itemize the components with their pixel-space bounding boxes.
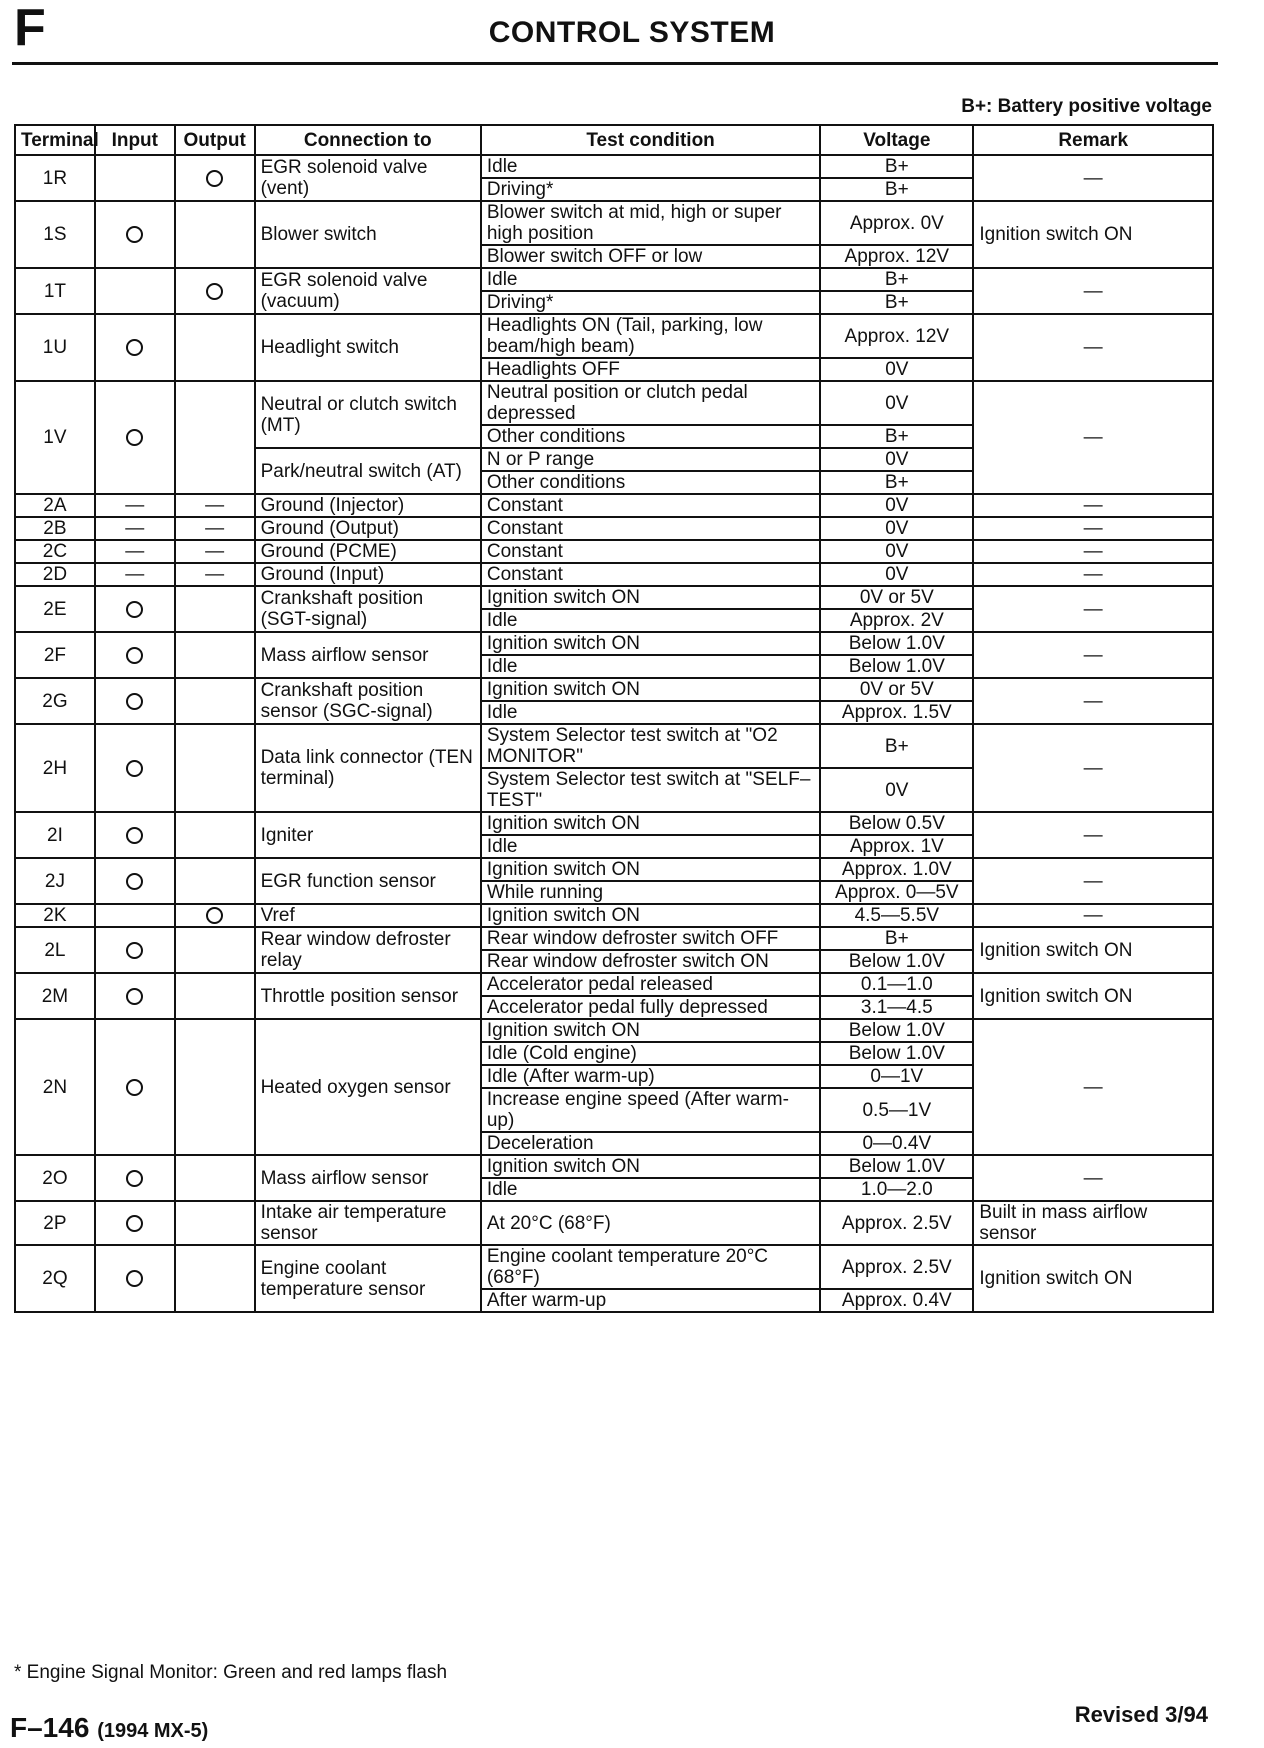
- terminal-cell: 1T: [15, 268, 95, 314]
- test-condition-cell: Idle: [481, 835, 820, 858]
- voltage-cell: B+: [820, 471, 973, 494]
- terminal-cell: 2J: [15, 858, 95, 904]
- voltage-cell: B+: [820, 291, 973, 314]
- test-condition-cell: Idle: [481, 268, 820, 291]
- terminal-cell: 2P: [15, 1201, 95, 1245]
- test-condition-cell: Constant: [481, 540, 820, 563]
- connection-cell: Mass airflow sensor: [255, 632, 481, 678]
- remark-cell: —: [973, 678, 1213, 724]
- output-cell: [175, 724, 255, 812]
- output-cell: [175, 268, 255, 314]
- test-condition-cell: Constant: [481, 563, 820, 586]
- voltage-cell: 0V: [820, 381, 973, 425]
- terminal-cell: 2Q: [15, 1245, 95, 1312]
- input-cell: [95, 1245, 175, 1312]
- circle-mark-icon: [126, 429, 143, 446]
- circle-mark-icon: [126, 988, 143, 1005]
- remark-cell: —: [973, 724, 1213, 812]
- voltage-cell: Approx. 1.0V: [820, 858, 973, 881]
- connection-cell: EGR function sensor: [255, 858, 481, 904]
- section-letter: F: [14, 0, 46, 57]
- battery-voltage-note: B+: Battery positive voltage: [961, 96, 1212, 117]
- input-cell: [95, 632, 175, 678]
- voltage-cell: 0V or 5V: [820, 678, 973, 701]
- remark-cell: —: [973, 381, 1213, 494]
- table-row: [15, 494, 1213, 517]
- input-cell: —: [95, 494, 175, 517]
- terminal-cell: 1R: [15, 155, 95, 201]
- test-condition-cell: Blower switch OFF or low: [481, 245, 820, 268]
- connection-cell: Mass airflow sensor: [255, 1155, 481, 1201]
- output-cell: —: [175, 563, 255, 586]
- table-row: [15, 201, 1213, 245]
- input-cell: [95, 1201, 175, 1245]
- output-cell: —: [175, 540, 255, 563]
- test-condition-cell: Headlights OFF: [481, 358, 820, 381]
- remark-cell: Built in mass airflow sensor: [973, 1201, 1213, 1245]
- remark-cell: Ignition switch ON: [973, 1245, 1213, 1312]
- circle-mark-icon: [206, 907, 223, 924]
- connection-cell: Ground (Input): [255, 563, 481, 586]
- remark-cell: —: [973, 155, 1213, 201]
- test-condition-cell: Constant: [481, 494, 820, 517]
- test-condition-cell: Idle: [481, 701, 820, 724]
- table-row: [15, 517, 1213, 540]
- voltage-cell: Approx. 0.4V: [820, 1289, 973, 1312]
- header-remark: Remark: [973, 125, 1213, 155]
- table-row: [15, 812, 1213, 835]
- voltage-cell: 0.5—1V: [820, 1088, 973, 1132]
- test-condition-cell: At 20°C (68°F): [481, 1201, 820, 1245]
- voltage-cell: B+: [820, 927, 973, 950]
- test-condition-cell: Ignition switch ON: [481, 904, 820, 927]
- remark-cell: —: [973, 268, 1213, 314]
- test-condition-cell: Ignition switch ON: [481, 812, 820, 835]
- connection-cell: Park/neutral switch (AT): [255, 448, 481, 494]
- output-cell: —: [175, 517, 255, 540]
- test-condition-cell: Ignition switch ON: [481, 586, 820, 609]
- circle-mark-icon: [126, 1270, 143, 1287]
- output-cell: —: [175, 494, 255, 517]
- page-number: [10, 1712, 208, 1744]
- test-condition-cell: Rear window defroster switch ON: [481, 950, 820, 973]
- connection-cell: EGR solenoid valve (vent): [255, 155, 481, 201]
- voltage-cell: 0V: [820, 563, 973, 586]
- terminal-cell: 2H: [15, 724, 95, 812]
- voltage-cell: Below 1.0V: [820, 1155, 973, 1178]
- remark-cell: —: [973, 586, 1213, 632]
- terminal-cell: 2I: [15, 812, 95, 858]
- table-row: [15, 858, 1213, 881]
- voltage-cell: Below 1.0V: [820, 1042, 973, 1065]
- voltage-cell: 4.5—5.5V: [820, 904, 973, 927]
- connection-cell: Neutral or clutch switch (MT): [255, 381, 481, 448]
- input-cell: [95, 858, 175, 904]
- voltage-cell: 0—1V: [820, 1065, 973, 1088]
- test-condition-cell: Engine coolant temperature 20°C (68°F): [481, 1245, 820, 1289]
- input-cell: [95, 1155, 175, 1201]
- voltage-cell: 1.0—2.0: [820, 1178, 973, 1201]
- voltage-cell: 0V: [820, 448, 973, 471]
- terminal-cell: 2E: [15, 586, 95, 632]
- output-cell: [175, 1201, 255, 1245]
- table-row: [15, 563, 1213, 586]
- footnote: * Engine Signal Monitor: Green and red lamps flash: [14, 1662, 448, 1683]
- terminal-cell: 2L: [15, 927, 95, 973]
- connection-cell: Igniter: [255, 812, 481, 858]
- output-cell: [175, 314, 255, 381]
- remark-cell: —: [973, 1155, 1213, 1201]
- terminal-cell: 2G: [15, 678, 95, 724]
- test-condition-cell: Constant: [481, 517, 820, 540]
- voltage-cell: Approx. 1.5V: [820, 701, 973, 724]
- table-row: [15, 1019, 1213, 1042]
- test-condition-cell: Neutral position or clutch pedal depressed: [481, 381, 820, 425]
- circle-mark-icon: [126, 226, 143, 243]
- test-condition-cell: Rear window defroster switch OFF: [481, 927, 820, 950]
- test-condition-cell: Idle (Cold engine): [481, 1042, 820, 1065]
- voltage-cell: Approx. 2.5V: [820, 1245, 973, 1289]
- output-cell: [175, 586, 255, 632]
- voltage-cell: Below 0.5V: [820, 812, 973, 835]
- terminal-cell: 2C: [15, 540, 95, 563]
- voltage-cell: Approx. 1V: [820, 835, 973, 858]
- voltage-cell: B+: [820, 724, 973, 768]
- test-condition-cell: Idle: [481, 155, 820, 178]
- table-row: [15, 1201, 1213, 1245]
- circle-mark-icon: [126, 1215, 143, 1232]
- input-cell: —: [95, 517, 175, 540]
- test-condition-cell: Accelerator pedal released: [481, 973, 820, 996]
- voltage-cell: Approx. 0V: [820, 201, 973, 245]
- remark-cell: —: [973, 858, 1213, 904]
- voltage-cell: 0—0.4V: [820, 1132, 973, 1155]
- test-condition-cell: Deceleration: [481, 1132, 820, 1155]
- test-condition-cell: Increase engine speed (After warm-up): [481, 1088, 820, 1132]
- test-condition-cell: System Selector test switch at "SELF–TEST": [481, 768, 820, 812]
- test-condition-cell: System Selector test switch at "O2 MONITOR": [481, 724, 820, 768]
- voltage-cell: 0V: [820, 517, 973, 540]
- circle-mark-icon: [206, 170, 223, 187]
- test-condition-cell: Headlights ON (Tail, parking, low beam/high beam): [481, 314, 820, 358]
- voltage-cell: Approx. 12V: [820, 314, 973, 358]
- header-terminal: Terminal: [15, 125, 95, 155]
- voltage-cell: B+: [820, 155, 973, 178]
- terminal-cell: 2F: [15, 632, 95, 678]
- header-connection: Connection to: [255, 125, 481, 155]
- page-title: CONTROL SYSTEM: [488, 16, 776, 49]
- circle-mark-icon: [126, 601, 143, 618]
- output-cell: [175, 904, 255, 927]
- connection-cell: Throttle position sensor: [255, 973, 481, 1019]
- table-row: [15, 678, 1213, 701]
- voltage-cell: Approx. 2.5V: [820, 1201, 973, 1245]
- voltage-cell: 0V: [820, 494, 973, 517]
- circle-mark-icon: [126, 339, 143, 356]
- remark-cell: —: [973, 1019, 1213, 1155]
- terminal-cell: 2O: [15, 1155, 95, 1201]
- test-condition-cell: After warm-up: [481, 1289, 820, 1312]
- output-cell: [175, 858, 255, 904]
- voltage-cell: Approx. 0—5V: [820, 881, 973, 904]
- voltage-cell: Below 1.0V: [820, 950, 973, 973]
- test-condition-cell: Ignition switch ON: [481, 632, 820, 655]
- input-cell: [95, 724, 175, 812]
- test-condition-cell: Ignition switch ON: [481, 1019, 820, 1042]
- table-row: [15, 381, 1213, 425]
- test-condition-cell: Driving*: [481, 178, 820, 201]
- remark-cell: —: [973, 314, 1213, 381]
- connection-cell: Ground (Injector): [255, 494, 481, 517]
- connection-cell: Crankshaft position sensor (SGC-signal): [255, 678, 481, 724]
- test-condition-cell: Idle: [481, 609, 820, 632]
- input-cell: [95, 586, 175, 632]
- input-cell: [95, 314, 175, 381]
- input-cell: [95, 812, 175, 858]
- voltage-cell: 3.1—4.5: [820, 996, 973, 1019]
- test-condition-cell: Driving*: [481, 291, 820, 314]
- terminal-cell: 2B: [15, 517, 95, 540]
- voltage-cell: Below 1.0V: [820, 1019, 973, 1042]
- circle-mark-icon: [126, 827, 143, 844]
- input-cell: [95, 155, 175, 201]
- input-cell: [95, 973, 175, 1019]
- circle-mark-icon: [126, 1079, 143, 1096]
- table-row: [15, 1245, 1213, 1289]
- terminal-cell: 2D: [15, 563, 95, 586]
- remark-cell: Ignition switch ON: [973, 973, 1213, 1019]
- voltage-cell: 0V: [820, 768, 973, 812]
- voltage-cell: B+: [820, 178, 973, 201]
- circle-mark-icon: [126, 760, 143, 777]
- terminal-voltage-table: [14, 124, 1214, 1313]
- table-header-row: [15, 125, 1213, 155]
- terminal-cell: 1U: [15, 314, 95, 381]
- header-output: Output: [175, 125, 255, 155]
- remark-cell: Ignition switch ON: [973, 927, 1213, 973]
- output-cell: [175, 632, 255, 678]
- table-row: [15, 540, 1213, 563]
- title-divider: [12, 62, 1218, 65]
- test-condition-cell: Idle: [481, 655, 820, 678]
- voltage-cell: 0V: [820, 358, 973, 381]
- circle-mark-icon: [206, 283, 223, 300]
- test-condition-cell: Ignition switch ON: [481, 678, 820, 701]
- circle-mark-icon: [126, 693, 143, 710]
- connection-cell: Crankshaft position (SGT-signal): [255, 586, 481, 632]
- test-condition-cell: N or P range: [481, 448, 820, 471]
- output-cell: [175, 927, 255, 973]
- test-condition-cell: While running: [481, 881, 820, 904]
- output-cell: [175, 1019, 255, 1155]
- header-voltage: Voltage: [820, 125, 973, 155]
- voltage-cell: 0V or 5V: [820, 586, 973, 609]
- test-condition-cell: Idle (After warm-up): [481, 1065, 820, 1088]
- terminal-cell: 2M: [15, 973, 95, 1019]
- input-cell: [95, 904, 175, 927]
- input-cell: —: [95, 540, 175, 563]
- remark-cell: —: [973, 563, 1213, 586]
- connection-cell: Rear window defroster relay: [255, 927, 481, 973]
- input-cell: [95, 201, 175, 268]
- output-cell: [175, 1155, 255, 1201]
- table-row: [15, 586, 1213, 609]
- output-cell: [175, 678, 255, 724]
- vehicle-model: (1994 MX-5): [97, 1720, 209, 1742]
- header-test-condition: Test condition: [481, 125, 820, 155]
- connection-cell: Vref: [255, 904, 481, 927]
- input-cell: [95, 268, 175, 314]
- test-condition-cell: Ignition switch ON: [481, 858, 820, 881]
- input-cell: [95, 678, 175, 724]
- remark-cell: —: [973, 517, 1213, 540]
- table-body: [15, 155, 1213, 1312]
- output-cell: [175, 155, 255, 201]
- test-condition-cell: Other conditions: [481, 425, 820, 448]
- remark-cell: —: [973, 904, 1213, 927]
- test-condition-cell: Other conditions: [481, 471, 820, 494]
- remark-cell: —: [973, 812, 1213, 858]
- output-cell: [175, 812, 255, 858]
- remark-cell: —: [973, 494, 1213, 517]
- terminal-cell: 2A: [15, 494, 95, 517]
- connection-cell: Blower switch: [255, 201, 481, 268]
- connection-cell: EGR solenoid valve (vacuum): [255, 268, 481, 314]
- test-condition-cell: Ignition switch ON: [481, 1155, 820, 1178]
- circle-mark-icon: [126, 942, 143, 959]
- terminal-cell: 1S: [15, 201, 95, 268]
- circle-mark-icon: [126, 1170, 143, 1187]
- table-row: [15, 927, 1213, 950]
- connection-cell: Intake air temperature sensor: [255, 1201, 481, 1245]
- table-row: [15, 268, 1213, 291]
- voltage-cell: B+: [820, 425, 973, 448]
- output-cell: [175, 1245, 255, 1312]
- voltage-cell: B+: [820, 268, 973, 291]
- circle-mark-icon: [126, 647, 143, 664]
- terminal-cell: 2N: [15, 1019, 95, 1155]
- voltage-cell: Below 1.0V: [820, 632, 973, 655]
- remark-cell: Ignition switch ON: [973, 201, 1213, 268]
- test-condition-cell: Idle: [481, 1178, 820, 1201]
- voltage-cell: 0.1—1.0: [820, 973, 973, 996]
- voltage-cell: Approx. 12V: [820, 245, 973, 268]
- table-row: [15, 1155, 1213, 1178]
- header-input: Input: [95, 125, 175, 155]
- table-row: [15, 904, 1213, 927]
- terminal-cell: 2K: [15, 904, 95, 927]
- output-cell: [175, 381, 255, 494]
- terminal-cell: 1V: [15, 381, 95, 494]
- table-row: [15, 314, 1213, 358]
- connection-cell: Headlight switch: [255, 314, 481, 381]
- circle-mark-icon: [126, 873, 143, 890]
- remark-cell: —: [973, 540, 1213, 563]
- connection-cell: Heated oxygen sensor: [255, 1019, 481, 1155]
- table-row: [15, 155, 1213, 178]
- table-row: [15, 632, 1213, 655]
- connection-cell: Data link connector (TEN terminal): [255, 724, 481, 812]
- test-condition-cell: Blower switch at mid, high or super high position: [481, 201, 820, 245]
- page-number-text: F–146: [10, 1712, 90, 1743]
- test-condition-cell: Accelerator pedal fully depressed: [481, 996, 820, 1019]
- voltage-cell: Approx. 2V: [820, 609, 973, 632]
- input-cell: [95, 927, 175, 973]
- voltage-cell: 0V: [820, 540, 973, 563]
- table-row: [15, 724, 1213, 768]
- connection-cell: Ground (PCME): [255, 540, 481, 563]
- table-row: [15, 973, 1213, 996]
- input-cell: —: [95, 563, 175, 586]
- connection-cell: Ground (Output): [255, 517, 481, 540]
- connection-cell: Engine coolant temperature sensor: [255, 1245, 481, 1312]
- remark-cell: —: [973, 632, 1213, 678]
- revision-date: Revised 3/94: [1074, 1702, 1208, 1727]
- output-cell: [175, 201, 255, 268]
- input-cell: [95, 1019, 175, 1155]
- voltage-cell: Below 1.0V: [820, 655, 973, 678]
- input-cell: [95, 381, 175, 494]
- output-cell: [175, 973, 255, 1019]
